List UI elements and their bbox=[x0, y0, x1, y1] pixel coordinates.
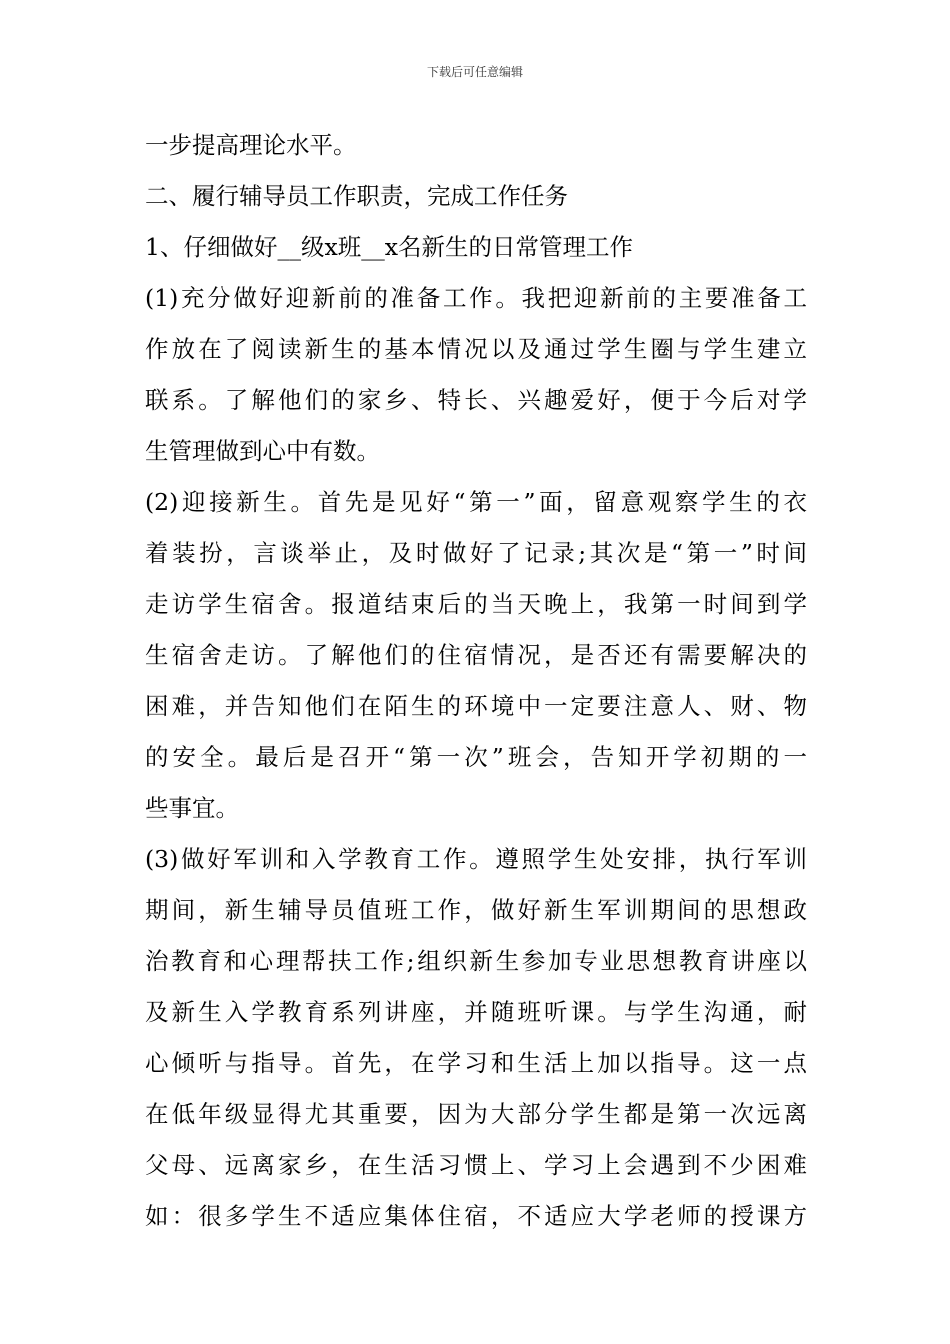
paragraph-line: 走访学生宿舍。报道结束后的当天晚上，我第一时间到学 bbox=[145, 590, 807, 618]
paragraph-line: 一步提高理论水平。 bbox=[145, 131, 357, 159]
paragraph-line: 作放在了阅读新生的基本情况以及通过学生圈与学生建立 bbox=[145, 335, 807, 363]
paragraph-line: 生管理做到心中有数。 bbox=[145, 437, 380, 465]
paragraph-line: 在低年级显得尤其重要，因为大部分学生都是第一次远离 bbox=[145, 1100, 807, 1128]
paragraph-line: 的安全。最后是召开“第一次”班会，告知开学初期的一 bbox=[145, 743, 807, 771]
paragraph-line: 父母、远离家乡，在生活习惯上、学习上会遇到不少困难 bbox=[145, 1151, 807, 1179]
paragraph-line: 如：很多学生不适应集体住宿，不适应大学老师的授课方 bbox=[145, 1202, 807, 1230]
paragraph-line: (2)迎接新生。首先是见好“第一”面，留意观察学生的衣 bbox=[145, 488, 807, 516]
paragraph-line: 着装扮，言谈举止，及时做好了记录;其次是“第一”时间 bbox=[145, 539, 807, 567]
paragraph-line: 治教育和心理帮扶工作;组织新生参加专业思想教育讲座以 bbox=[145, 947, 807, 975]
page-header: 下载后可任意编辑 bbox=[426, 65, 523, 79]
section-heading: 二、履行辅导员工作职责，完成工作任务 bbox=[145, 182, 568, 210]
subsection-heading: 1、仔细做好__级x班__x名新生的日常管理工作 bbox=[145, 233, 633, 261]
document-body bbox=[145, 120, 807, 1242]
paragraph-line: 联系。了解他们的家乡、特长、兴趣爱好，便于今后对学 bbox=[145, 386, 807, 414]
paragraph-line: 困难，并告知他们在陌生的环境中一定要注意人、财、物 bbox=[145, 692, 807, 720]
paragraph-line: (1)充分做好迎新前的准备工作。我把迎新前的主要准备工 bbox=[145, 284, 807, 312]
paragraph-line: (3)做好军训和入学教育工作。遵照学生处安排，执行军训 bbox=[145, 845, 807, 873]
paragraph-line: 生宿舍走访。了解他们的住宿情况，是否还有需要解决的 bbox=[145, 641, 807, 669]
paragraph-line: 心倾听与指导。首先，在学习和生活上加以指导。这一点 bbox=[145, 1049, 807, 1077]
paragraph-line: 些事宜。 bbox=[145, 794, 239, 822]
paragraph-line: 及新生入学教育系列讲座，并随班听课。与学生沟通，耐 bbox=[145, 998, 807, 1026]
paragraph-line: 期间，新生辅导员值班工作，做好新生军训期间的思想政 bbox=[145, 896, 807, 924]
